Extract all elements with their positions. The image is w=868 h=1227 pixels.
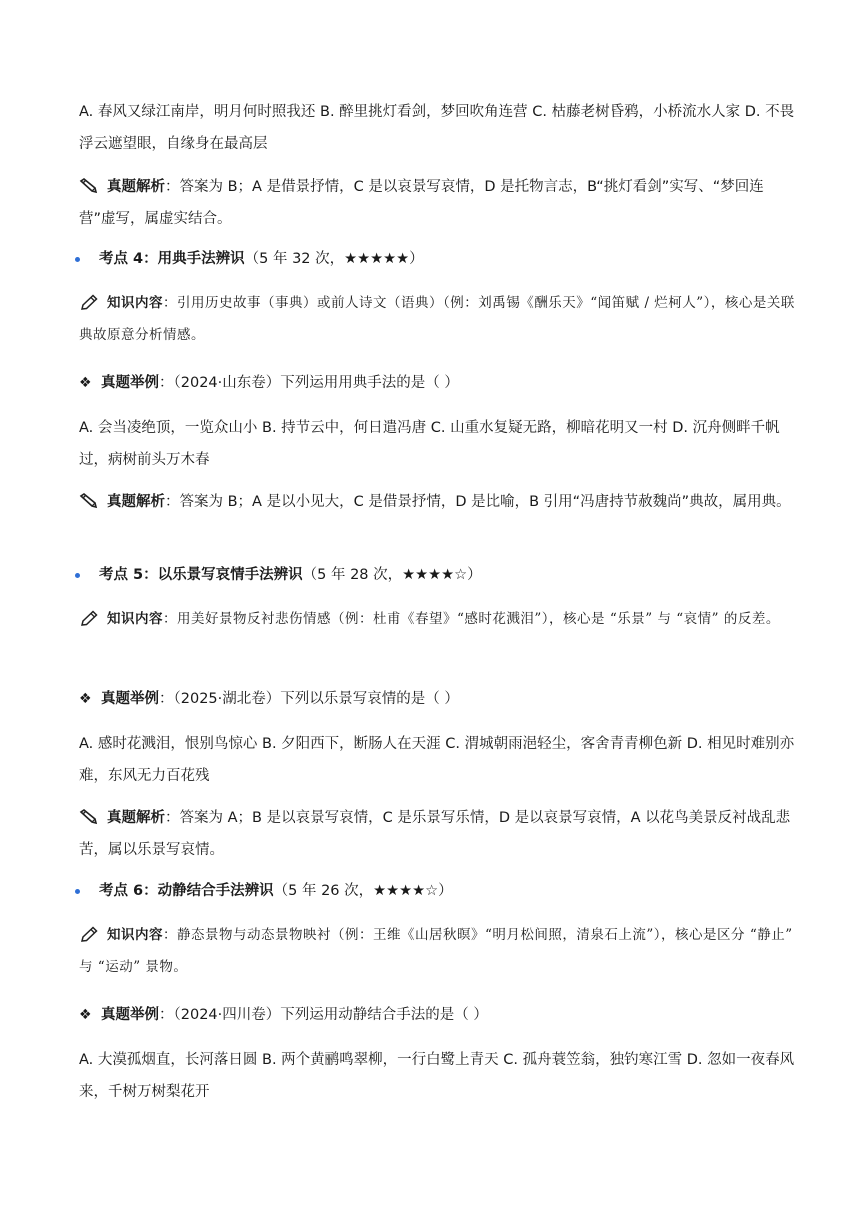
keypoint-title: 考点 6：动静结合手法辨识 [99,883,274,899]
keypoint-title: 考点 4：用典手法辨识 [99,251,245,267]
answer-label: 真题解析 [107,494,165,510]
answer-text: ：答案为 B；A 是以小见大，C 是借景抒情，D 是比喻，B 引用“冯唐持节赦魏尚”典故，属用典。 [165,494,791,510]
options-text: A. 感时花溅泪，恨别鸟惊心 B. 夕阳西下，断肠人在天涯 C. 渭城朝雨浥轻尘，客舍青青柳色新 D. 相见时难别亦难，东风无力百花残 [79,736,795,784]
keypoint-heading [99,875,453,907]
pencil-slant-icon [79,493,101,509]
example-text: ：（2024·山东卷）下列运用用典手法的是（ ） [159,375,459,391]
knowledge-label: 知识内容 [107,927,163,943]
example-label: 真题举例 [101,1007,159,1023]
answer-label: 真题解析 [107,810,165,826]
bullet-dot-icon [75,573,80,578]
example-label: 真题举例 [101,691,159,707]
options-text: A. 春风又绿江南岸，明月何时照我还 B. 醉里挑灯看剑，梦回吹角连营 C. 枯藤老树昏鸦，小桥流水人家 D. 不畏浮云遮望眼，自缘身在最高层 [79,104,795,152]
answer-explanation [79,802,797,866]
example-line [79,683,797,715]
keypoint-meta: （5 年 26 次，★★★★☆） [273,883,453,899]
example-label: 真题举例 [101,375,159,391]
answer-text: ：答案为 A；B 是以哀景写哀情，C 是乐景写乐情，D 是以哀景写哀情，A 以花鸟美景反衬战乱悲苦，属以乐景写哀情。 [79,810,791,858]
answer-label: 真题解析 [107,179,165,195]
pencil-outline-icon [79,610,101,626]
bullet-dot-icon [75,257,80,262]
answer-explanation [79,171,797,235]
keypoint-meta: （5 年 32 次，★★★★★） [244,251,424,267]
keypoint-meta: （5 年 28 次，★★★★☆） [302,567,482,583]
example-text: ：（2025·湖北卷）下列以乐景写哀情的是（ ） [159,691,459,707]
example-line [79,999,797,1031]
knowledge-content [79,287,797,351]
example-text: ：（2024·四川卷）下列运用动静结合手法的是（ ） [159,1007,488,1023]
knowledge-label: 知识内容 [107,611,163,627]
pencil-outline-icon [79,926,101,942]
bullet-dot-icon [75,889,80,894]
answer-explanation [79,486,797,518]
diamond-bullet-icon: ❖ [79,1007,92,1023]
options-text: A. 会当凌绝顶，一览众山小 B. 持节云中，何日遣冯唐 C. 山重水复疑无路，柳暗花明又一村 D. 沉舟侧畔千帆过，病树前头万木春 [79,420,780,468]
options-text: A. 大漠孤烟直，长河落日圆 B. 两个黄鹂鸣翠柳，一行白鹭上青天 C. 孤舟蓑笠翁，独钓寒江雪 D. 忽如一夜春风来，千树万树梨花开 [79,1052,795,1100]
knowledge-text: ：静态景物与动态景物映衬（例：王维《山居秋暝》“明月松间照，清泉石上流”），核心是区分 “静止” 与 “运动” 景物。 [79,927,793,975]
knowledge-content [79,919,797,983]
pencil-slant-icon [79,178,101,194]
diamond-bullet-icon: ❖ [79,375,92,391]
example-line [79,367,797,399]
knowledge-text: ：用美好景物反衬悲伤情感（例：杜甫《春望》“感时花溅泪”），核心是 “乐景” 与 “哀情” 的反差。 [163,611,780,627]
knowledge-content [79,603,797,635]
keypoint-heading [99,559,482,591]
pencil-outline-icon [79,294,101,310]
knowledge-label: 知识内容 [107,295,163,311]
keypoint-title: 考点 5：以乐景写哀情手法辨识 [99,567,303,583]
keypoint-heading [99,243,424,275]
answer-text: ：答案为 B；A 是借景抒情，C 是以哀景写哀情，D 是托物言志，B“挑灯看剑”实写、“梦回连营”虚写，属虚实结合。 [79,179,764,227]
diamond-bullet-icon: ❖ [79,691,92,707]
pencil-slant-icon [79,809,101,825]
knowledge-text: ：引用历史故事（事典）或前人诗文（语典）（例：刘禹锡《酬乐天》“闻笛赋 / 烂柯人”），核心是关联典故原意分析情感。 [79,295,795,343]
